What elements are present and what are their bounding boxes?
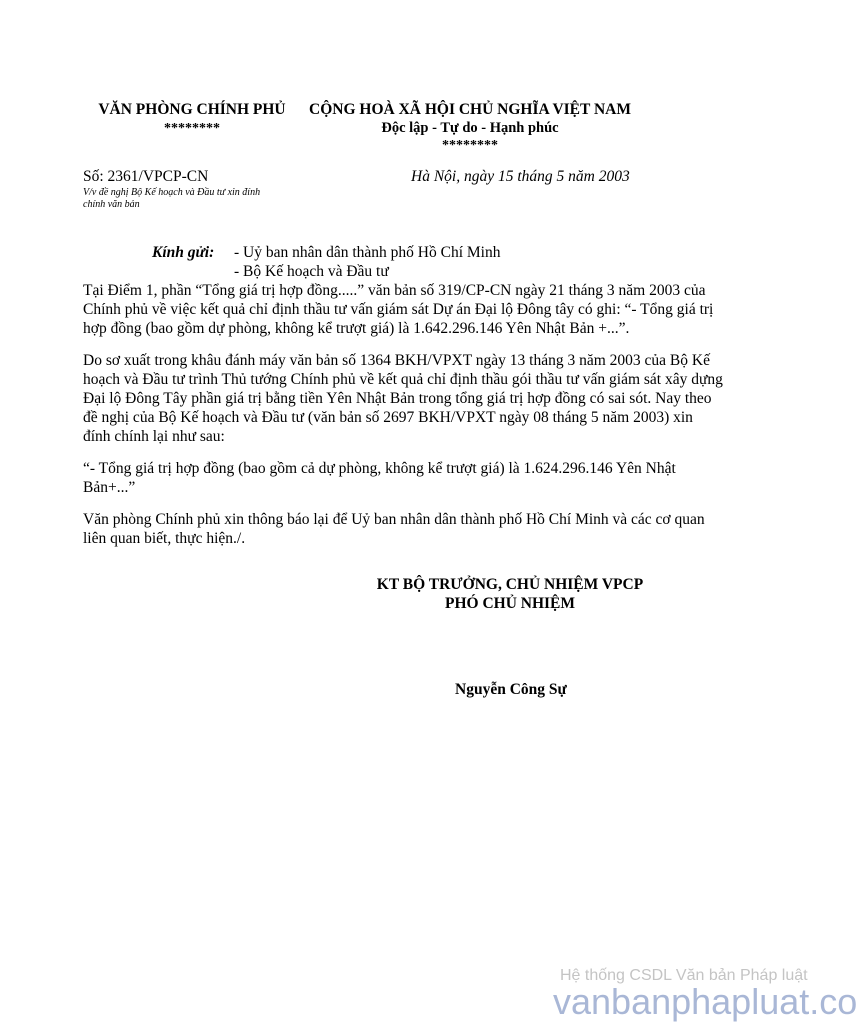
- subject-line: chính văn bản: [83, 199, 140, 210]
- body-paragraph: Văn phòng Chính phủ xin thông báo lại để Uỷ ban nhân dân thành phố Hồ Chí Minh và các cơ quan liên quan biết, thực hiện./.: [83, 511, 705, 547]
- national-motto: Độc lập - Tự do - Hạnh phúc: [381, 120, 559, 136]
- watermark-caption: Hệ thống CSDL Văn bản Pháp luật: [560, 967, 808, 984]
- watermark-domain: vanbanphapluat.co: [553, 981, 857, 1022]
- document-body: [83, 281, 723, 561]
- agency-name: VĂN PHÒNG CHÍNH PHỦ: [98, 101, 286, 118]
- recipients-list: [234, 243, 500, 281]
- document-number: Số: 2361/VPCP-CN: [83, 168, 209, 185]
- body-paragraph: “- Tổng giá trị hợp đồng (bao gồm cả dự phòng, không kể trượt giá) là 1.624.296.146 Yên Nhật Bản+...”: [83, 460, 676, 496]
- subject-line: V/v đề nghị Bộ Kế hoạch và Đầu tư xin đính: [83, 187, 261, 198]
- signature-title-line: PHÓ CHỦ NHIỆM: [444, 595, 576, 612]
- nation-name: CỘNG HOÀ XÃ HỘI CHỦ NGHĨA VIỆT NAM: [309, 101, 631, 118]
- body-paragraph: Do sơ xuất trong khâu đánh máy văn bản số 1364 BKH/VPXT ngày 13 tháng 3 năm 2003 của Bộ Kế hoạch và Đầu tư trình Thủ tướng Chính phủ về kết quả chỉ định thầu gói thầu tư vấn giám sát xây dựng Đại lộ Đông Tây phần giá trị bằng tiền Yên Nhật Bản trong tổng giá trị hợp đồng có sai sót. Nay theo đề nghị của Bộ Kế hoạch và Đầu tư (văn bản số 2697 BKH/VPXT ngày 08 tháng 5 năm 2003) xin đính chính lại như sau:: [83, 352, 723, 445]
- signature-title: [360, 575, 660, 613]
- date-line: Hà Nội, ngày 15 tháng 5 năm 2003: [411, 168, 630, 185]
- national-header: [300, 101, 640, 154]
- recipient-item: - Uỷ ban nhân dân thành phố Hồ Chí Minh: [234, 244, 501, 261]
- body-paragraph: Tại Điểm 1, phần “Tổng giá trị hợp đồng.....” văn bản số 319/CP-CN ngày 21 tháng 3 năm 2003 của Chính phủ về việc kết quả chỉ định thầu tư vấn giám sát Dự án Đại lộ Đông tây có ghi: “- Tổng giá trị hợp đồng (bao gồm dự phòng, không kể trượt giá) là 1.642.296.146 Yên Nhật Bản +...”.: [83, 282, 714, 337]
- recipient-item: - Bộ Kế hoạch và Đầu tư: [234, 263, 389, 280]
- agency-header: [92, 101, 292, 137]
- document-subject: [83, 187, 313, 211]
- motto-stars: ********: [442, 138, 498, 153]
- signer-name: Nguyễn Công Sự: [455, 681, 567, 698]
- agency-stars: ********: [164, 121, 220, 136]
- signature-title-line: KT BỘ TRƯỞNG, CHỦ NHIỆM VPCP: [376, 576, 644, 593]
- recipients-label: Kính gửi:: [152, 244, 215, 261]
